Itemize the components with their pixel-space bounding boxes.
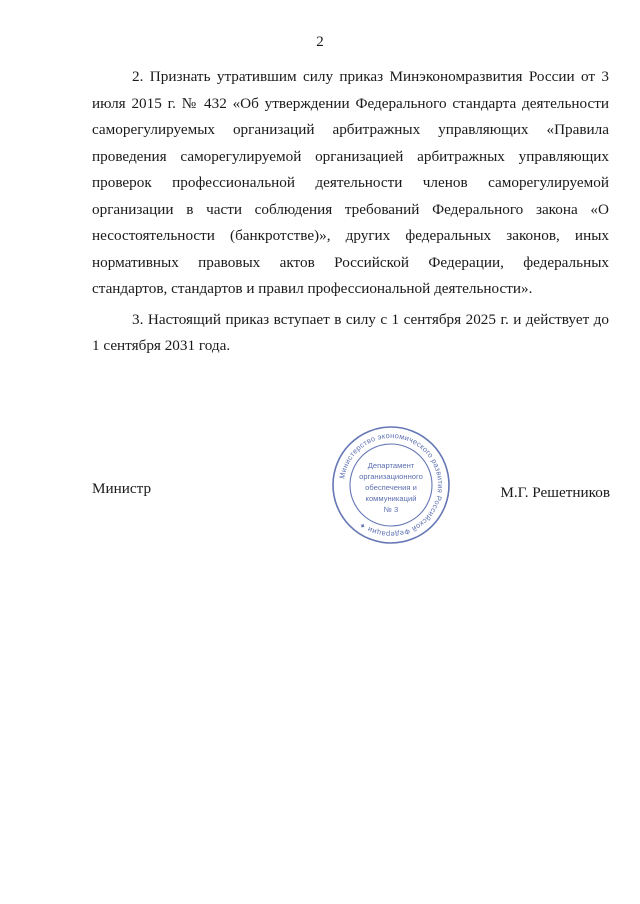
stamp-line-1: Департамент [367,461,415,470]
stamp-line-5: № 3 [383,505,399,514]
paragraph-2: 2. Признать утратившим силу приказ Минэкономразвития России от 3 июля 2015 г. № 432 «Об утверждении Федерального стандарта деятельности саморегулируемых организаций арбитражных управляющих «Правила проведения саморегулируемой организацией арбитражных управляющих проверок профессиональной деятельности членов саморегулируемой организации в части соблюдения требований Федерального закона «О несостоятельности (банкротстве)», других федеральных законов, иных нормативных правовых актов Российской Федерации, федеральных стандартов, стандартов и правил профессиональной деятельности». [92,68,609,297]
paragraph-3: 3. Настоящий приказ вступает в силу с 1 сентября 2025 г. и действует до 1 сентября 2031 года. [92,310,609,354]
signature-block [92,424,610,540]
official-stamp [330,424,452,546]
stamp-ring-text: Министерство экономического развития Российской Федерации ✦ [337,430,446,540]
stamp-line-2: организационного [359,472,423,481]
signer-title: Министр [92,480,152,497]
page-number: 2 [316,34,324,50]
signer-name: М.Г. Решетников [500,484,610,501]
stamp-line-4: коммуникаций [365,494,417,503]
document-body [92,64,609,360]
stamp-line-3: обеспечения и [365,483,417,492]
stamp-seal-icon [330,424,452,546]
